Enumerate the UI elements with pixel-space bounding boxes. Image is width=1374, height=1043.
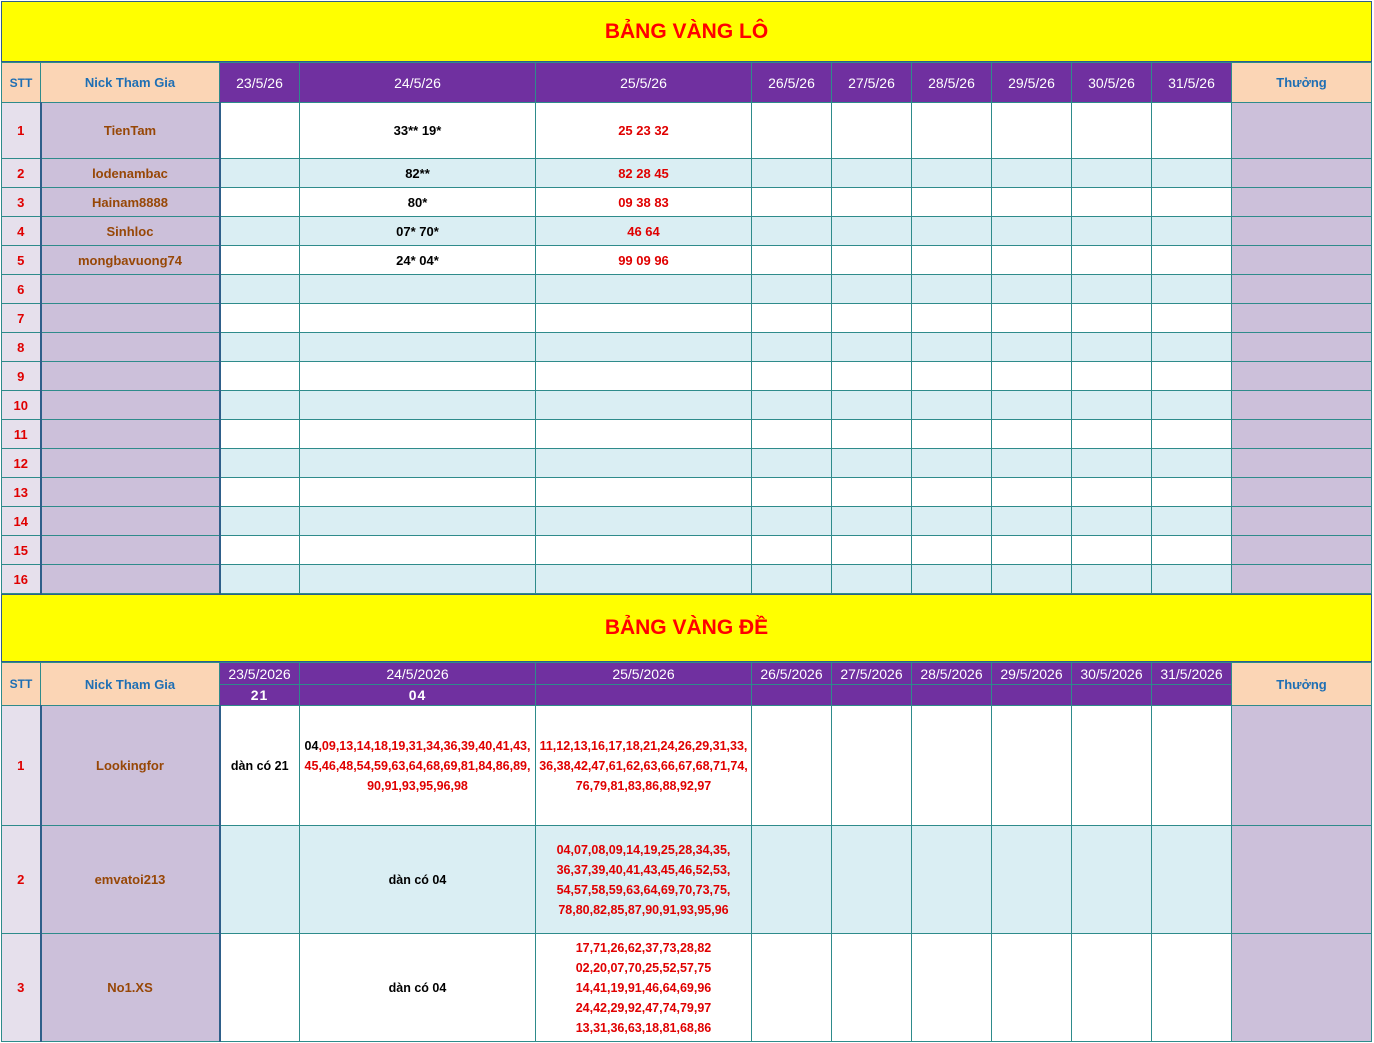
de-row-cell-d1	[220, 934, 300, 1042]
lo-row-cell-d3	[536, 304, 752, 333]
lo-row-cell	[1072, 304, 1152, 333]
lo-row-cell-d3	[536, 536, 752, 565]
lo-row-thuong	[1232, 159, 1372, 188]
lo-row-nick[interactable]	[41, 565, 220, 594]
lo-row-cell-d3	[536, 333, 752, 362]
de-row-cell	[912, 826, 992, 934]
de-header-stt: STT	[2, 663, 41, 706]
lo-row-cell	[1152, 420, 1232, 449]
lo-row-cell	[1152, 159, 1232, 188]
de-result	[752, 685, 832, 706]
lo-row-nick[interactable]	[41, 420, 220, 449]
lo-row-nick[interactable]: TienTam	[41, 103, 220, 159]
lo-row-cell	[1072, 159, 1152, 188]
lo-row-cell-d3: 99 09 96	[536, 246, 752, 275]
lo-row-cell	[1072, 103, 1152, 159]
lo-row-cell-d1	[220, 159, 300, 188]
lo-row-stt: 12	[2, 449, 41, 478]
lo-row-stt: 6	[2, 275, 41, 304]
lo-row-cell	[1072, 275, 1152, 304]
lo-row-cell	[752, 536, 832, 565]
lo-title-banner	[1, 1, 1372, 62]
lo-table-row	[2, 420, 1372, 449]
de-header-nick: Nick Tham Gia	[41, 663, 220, 706]
de-row-cell	[832, 826, 912, 934]
de-row-cell-d2-rest: ,09,13,14,18,19,31,34,36,39,40,41,43,45,46,48,54,59,63,64,68,69,81,84,86,89,90,91,93,95,96,98	[304, 738, 531, 793]
de-result	[832, 685, 912, 706]
lo-row-cell	[992, 391, 1072, 420]
lo-row-cell	[832, 478, 912, 507]
lo-header-date: 23/5/26	[220, 63, 300, 103]
lo-row-cell-d2: 33** 19*	[300, 103, 536, 159]
lo-row-cell	[1152, 103, 1232, 159]
lo-row-cell-d2	[300, 333, 536, 362]
lo-row-cell-d3	[536, 478, 752, 507]
lo-row-cell	[752, 478, 832, 507]
lo-row-cell	[1072, 333, 1152, 362]
lo-row-thuong	[1232, 333, 1372, 362]
lo-header-date: 28/5/26	[912, 63, 992, 103]
lo-row-cell-d2	[300, 420, 536, 449]
de-row-cell	[912, 706, 992, 826]
lo-row-stt: 10	[2, 391, 41, 420]
de-row-cell	[832, 706, 912, 826]
de-header-date: 31/5/2026	[1152, 663, 1232, 685]
lo-row-cell	[832, 565, 912, 594]
lo-table	[1, 62, 1372, 594]
lo-header-date: 26/5/26	[752, 63, 832, 103]
lo-row-cell	[752, 159, 832, 188]
de-result: 21	[220, 685, 300, 706]
de-row-nick[interactable]: Lookingfor	[41, 706, 220, 826]
lo-row-cell	[752, 362, 832, 391]
lo-row-cell-d2	[300, 565, 536, 594]
lo-row-cell-d3	[536, 565, 752, 594]
de-result	[992, 685, 1072, 706]
lo-row-cell-d3: 09 38 83	[536, 188, 752, 217]
lo-row-cell-d1	[220, 304, 300, 333]
de-header-date: 30/5/2026	[1072, 663, 1152, 685]
lo-row-thuong	[1232, 304, 1372, 333]
de-row-cell	[912, 934, 992, 1042]
lo-row-thuong	[1232, 362, 1372, 391]
lo-row-cell	[832, 362, 912, 391]
lo-row-thuong	[1232, 246, 1372, 275]
lo-header-nick: Nick Tham Gia	[41, 63, 220, 103]
de-row-cell-d2: dàn có 04	[300, 826, 536, 934]
lo-row-cell-d2	[300, 275, 536, 304]
lo-row-stt: 16	[2, 565, 41, 594]
lo-row-cell	[992, 159, 1072, 188]
lo-row-cell	[912, 449, 992, 478]
lo-row-thuong	[1232, 188, 1372, 217]
lo-row-cell	[912, 304, 992, 333]
de-row-stt: 3	[2, 934, 41, 1042]
lo-row-cell	[1072, 478, 1152, 507]
lo-header-thuong: Thưởng	[1232, 63, 1372, 103]
lo-row-cell-d2	[300, 449, 536, 478]
de-table	[1, 662, 1372, 1042]
lo-row-cell	[1152, 449, 1232, 478]
lo-row-cell-d3	[536, 362, 752, 391]
lo-row-cell-d1	[220, 420, 300, 449]
de-row-cell	[1072, 826, 1152, 934]
lo-row-cell	[912, 536, 992, 565]
de-result	[536, 685, 752, 706]
lo-row-cell	[912, 420, 992, 449]
lo-table-row	[2, 159, 1372, 188]
lo-row-cell-d3: 46 64	[536, 217, 752, 246]
de-row-cell	[992, 934, 1072, 1042]
lo-row-cell	[832, 507, 912, 536]
de-row-cell-d3: 11,12,13,16,17,18,21,24,26,29,31,33,36,38,42,47,61,62,63,66,67,68,71,74,76,79,81,83,86,88,92,97	[536, 706, 752, 826]
lo-row-stt: 11	[2, 420, 41, 449]
lo-row-nick[interactable]	[41, 478, 220, 507]
lo-row-cell	[832, 333, 912, 362]
lo-header-date: 30/5/26	[1072, 63, 1152, 103]
de-row-cell	[1152, 934, 1232, 1042]
lo-row-cell-d2	[300, 536, 536, 565]
lo-row-cell-d2	[300, 478, 536, 507]
lo-table-row	[2, 449, 1372, 478]
lo-row-cell	[1152, 565, 1232, 594]
de-row-cell-d1	[220, 826, 300, 934]
de-header-thuong: Thưởng	[1232, 663, 1372, 706]
lo-row-cell	[992, 333, 1072, 362]
lo-row-cell	[992, 478, 1072, 507]
de-row-cell	[992, 826, 1072, 934]
lo-row-cell	[752, 449, 832, 478]
lo-table-row	[2, 275, 1372, 304]
lo-row-cell-d1	[220, 362, 300, 391]
lo-table-row	[2, 536, 1372, 565]
de-row-cell-d1: dàn có 21	[220, 706, 300, 826]
lo-row-cell	[1152, 246, 1232, 275]
lo-row-thuong	[1232, 103, 1372, 159]
lo-row-nick[interactable]	[41, 391, 220, 420]
lo-row-cell	[992, 420, 1072, 449]
lo-row-cell	[832, 159, 912, 188]
lo-table-row	[2, 103, 1372, 159]
lo-row-cell-d1	[220, 391, 300, 420]
lo-row-cell	[1152, 333, 1232, 362]
lo-row-cell-d3	[536, 507, 752, 536]
de-row-cell-d2: dàn có 04	[300, 934, 536, 1042]
de-header-date: 29/5/2026	[992, 663, 1072, 685]
lo-table-row	[2, 304, 1372, 333]
lo-row-cell	[752, 275, 832, 304]
lo-row-cell	[992, 362, 1072, 391]
lo-table-row	[2, 188, 1372, 217]
lo-row-stt: 9	[2, 362, 41, 391]
de-row-stt: 2	[2, 826, 41, 934]
de-row-thuong	[1232, 934, 1372, 1042]
lo-row-nick[interactable]	[41, 304, 220, 333]
de-row-nick[interactable]: No1.XS	[41, 934, 220, 1042]
de-table-row	[2, 706, 1372, 826]
lo-row-nick[interactable]	[41, 275, 220, 304]
de-row-cell-d2-first: 04	[304, 738, 319, 753]
lo-row-cell	[912, 362, 992, 391]
lo-row-cell-d1	[220, 333, 300, 362]
lo-row-cell	[1152, 304, 1232, 333]
lo-row-cell	[832, 246, 912, 275]
lo-row-cell-d3	[536, 275, 752, 304]
lo-row-cell	[752, 103, 832, 159]
lo-table-row	[2, 362, 1372, 391]
lo-row-stt: 8	[2, 333, 41, 362]
lo-row-nick[interactable]	[41, 362, 220, 391]
lo-table-row	[2, 565, 1372, 594]
lo-row-nick[interactable]: Hainam8888	[41, 188, 220, 217]
lo-row-cell-d2	[300, 507, 536, 536]
lo-row-cell	[1072, 507, 1152, 536]
lo-header-date: 25/5/26	[536, 63, 752, 103]
de-result	[1072, 685, 1152, 706]
lo-row-cell	[1072, 362, 1152, 391]
lo-header-date: 31/5/26	[1152, 63, 1232, 103]
lo-row-nick[interactable]: lodenambac	[41, 159, 220, 188]
lo-table-row	[2, 391, 1372, 420]
lo-row-cell-d2	[300, 304, 536, 333]
lo-row-cell-d2: 82**	[300, 159, 536, 188]
lo-row-cell	[1072, 246, 1152, 275]
lo-row-cell	[1072, 391, 1152, 420]
lo-row-cell	[752, 304, 832, 333]
lo-row-cell	[1072, 420, 1152, 449]
lo-table-row	[2, 217, 1372, 246]
de-title-banner	[1, 594, 1372, 662]
lo-row-cell	[1152, 275, 1232, 304]
lo-row-thuong	[1232, 420, 1372, 449]
lo-row-cell	[1072, 536, 1152, 565]
lo-row-cell-d1	[220, 246, 300, 275]
lo-header-row	[2, 63, 1372, 103]
lo-row-cell	[1152, 362, 1232, 391]
lo-row-cell	[1072, 217, 1152, 246]
de-header-row	[2, 663, 1372, 685]
lo-row-cell	[832, 304, 912, 333]
lo-row-cell	[912, 188, 992, 217]
lo-row-cell-d1	[220, 565, 300, 594]
lo-row-cell	[1152, 391, 1232, 420]
de-row-cell	[752, 706, 832, 826]
lo-row-stt: 4	[2, 217, 41, 246]
lo-row-cell-d3	[536, 420, 752, 449]
lo-row-cell	[752, 507, 832, 536]
de-row-cell	[752, 934, 832, 1042]
lo-row-cell	[1152, 536, 1232, 565]
lo-row-stt: 5	[2, 246, 41, 275]
lo-row-cell-d1	[220, 217, 300, 246]
lo-row-cell-d3: 82 28 45	[536, 159, 752, 188]
lo-row-cell	[1152, 217, 1232, 246]
lo-row-nick[interactable]	[41, 507, 220, 536]
lo-row-nick[interactable]: mongbavuong74	[41, 246, 220, 275]
de-row-cell	[1072, 934, 1152, 1042]
lo-row-cell-d3	[536, 449, 752, 478]
de-header-date: 26/5/2026	[752, 663, 832, 685]
lo-row-cell	[912, 507, 992, 536]
lo-row-cell	[752, 188, 832, 217]
lo-row-stt: 14	[2, 507, 41, 536]
lo-row-cell	[992, 188, 1072, 217]
lo-row-cell-d1	[220, 103, 300, 159]
lo-row-cell-d3: 25 23 32	[536, 103, 752, 159]
lo-row-cell	[1152, 188, 1232, 217]
de-row-cell	[752, 826, 832, 934]
lo-row-cell	[752, 333, 832, 362]
lo-row-cell-d1	[220, 536, 300, 565]
lo-row-cell-d2: 24* 04*	[300, 246, 536, 275]
lo-row-cell	[992, 304, 1072, 333]
lo-row-cell	[992, 565, 1072, 594]
de-header-date: 24/5/2026	[300, 663, 536, 685]
lo-row-cell	[832, 217, 912, 246]
lo-row-cell-d1	[220, 275, 300, 304]
lo-row-cell	[832, 449, 912, 478]
de-row-cell-d3: 04,07,08,09,14,19,25,28,34,35, 36,37,39,40,41,43,45,46,52,53, 54,57,58,59,63,64,69,70,73,75, 78,80,82,85,87,90,91,93,95,96	[536, 826, 752, 934]
lo-row-cell	[992, 103, 1072, 159]
de-result	[1152, 685, 1232, 706]
lo-row-cell	[1072, 565, 1152, 594]
lo-row-thuong	[1232, 275, 1372, 304]
de-row-cell	[1072, 706, 1152, 826]
de-row-cell	[992, 706, 1072, 826]
de-row-thuong	[1232, 826, 1372, 934]
de-title: BẢNG VÀNG ĐỀ	[604, 616, 769, 639]
lo-header-date: 29/5/26	[992, 63, 1072, 103]
lo-row-cell	[992, 217, 1072, 246]
lo-table-row	[2, 478, 1372, 507]
lo-row-cell	[912, 275, 992, 304]
lo-row-cell	[752, 420, 832, 449]
lo-row-cell-d2: 07* 70*	[300, 217, 536, 246]
lo-row-thuong	[1232, 217, 1372, 246]
lo-row-cell	[832, 420, 912, 449]
lo-row-cell	[912, 246, 992, 275]
lo-row-nick[interactable]	[41, 449, 220, 478]
lo-row-cell-d2	[300, 362, 536, 391]
lo-row-cell	[832, 103, 912, 159]
lo-row-cell	[912, 103, 992, 159]
lo-row-nick[interactable]	[41, 536, 220, 565]
lo-row-nick[interactable]: Sinhloc	[41, 217, 220, 246]
lo-table-row	[2, 333, 1372, 362]
lo-row-thuong	[1232, 565, 1372, 594]
de-row-thuong	[1232, 706, 1372, 826]
lo-row-cell	[752, 246, 832, 275]
de-header-date: 25/5/2026	[536, 663, 752, 685]
lo-row-cell-d1	[220, 478, 300, 507]
lo-row-cell	[752, 217, 832, 246]
lo-row-nick[interactable]	[41, 333, 220, 362]
de-header-date: 27/5/2026	[832, 663, 912, 685]
lo-row-cell-d1	[220, 507, 300, 536]
de-row-nick[interactable]: emvatoi213	[41, 826, 220, 934]
lo-row-cell	[1072, 449, 1152, 478]
de-result: 04	[300, 685, 536, 706]
lo-row-cell-d3	[536, 391, 752, 420]
de-row-cell	[832, 934, 912, 1042]
de-result	[912, 685, 992, 706]
de-row-cell	[1152, 706, 1232, 826]
lo-row-cell-d1	[220, 188, 300, 217]
lo-row-thuong	[1232, 449, 1372, 478]
lo-row-cell	[832, 275, 912, 304]
lo-row-thuong	[1232, 536, 1372, 565]
lo-row-thuong	[1232, 507, 1372, 536]
lo-row-cell	[832, 536, 912, 565]
lo-row-cell	[752, 391, 832, 420]
lo-table-row	[2, 246, 1372, 275]
lo-row-cell	[1152, 478, 1232, 507]
lo-row-cell	[912, 478, 992, 507]
lo-row-cell	[832, 391, 912, 420]
lo-header-stt: STT	[2, 63, 41, 103]
lo-row-cell	[752, 565, 832, 594]
lo-row-cell	[912, 333, 992, 362]
lo-row-cell	[912, 391, 992, 420]
de-header-date: 23/5/2026	[220, 663, 300, 685]
de-row-cell-d2	[300, 706, 536, 826]
lo-row-cell	[992, 507, 1072, 536]
lo-row-cell	[912, 159, 992, 188]
lo-row-cell-d1	[220, 449, 300, 478]
lo-row-cell	[992, 536, 1072, 565]
lo-row-stt: 1	[2, 103, 41, 159]
lo-row-cell	[992, 449, 1072, 478]
de-table-row	[2, 826, 1372, 934]
lo-row-stt: 7	[2, 304, 41, 333]
de-header-date: 28/5/2026	[912, 663, 992, 685]
lo-row-cell	[992, 275, 1072, 304]
lo-table-row	[2, 507, 1372, 536]
lo-row-stt: 3	[2, 188, 41, 217]
lo-row-cell	[832, 188, 912, 217]
lo-row-cell	[912, 217, 992, 246]
lo-row-thuong	[1232, 391, 1372, 420]
de-row-cell-d3: 17,71,26,62,37,73,28,82 02,20,07,70,25,52,57,75 14,41,19,91,46,64,69,96 24,42,29,92,47,74,79,97 13,31,36,63,18,81,68,86	[536, 934, 752, 1042]
lo-title: BẢNG VÀNG LÔ	[604, 19, 769, 43]
de-row-stt: 1	[2, 706, 41, 826]
lo-row-cell	[1072, 188, 1152, 217]
lo-row-stt: 13	[2, 478, 41, 507]
lo-row-stt: 15	[2, 536, 41, 565]
lo-header-date: 27/5/26	[832, 63, 912, 103]
de-table-row	[2, 934, 1372, 1042]
lo-row-cell-d2: 80*	[300, 188, 536, 217]
lo-row-cell	[912, 565, 992, 594]
lo-row-cell-d2	[300, 391, 536, 420]
lo-row-cell	[992, 246, 1072, 275]
lo-row-thuong	[1232, 478, 1372, 507]
lo-row-cell	[1152, 507, 1232, 536]
lo-header-date: 24/5/26	[300, 63, 536, 103]
de-row-cell	[1152, 826, 1232, 934]
lo-row-stt: 2	[2, 159, 41, 188]
